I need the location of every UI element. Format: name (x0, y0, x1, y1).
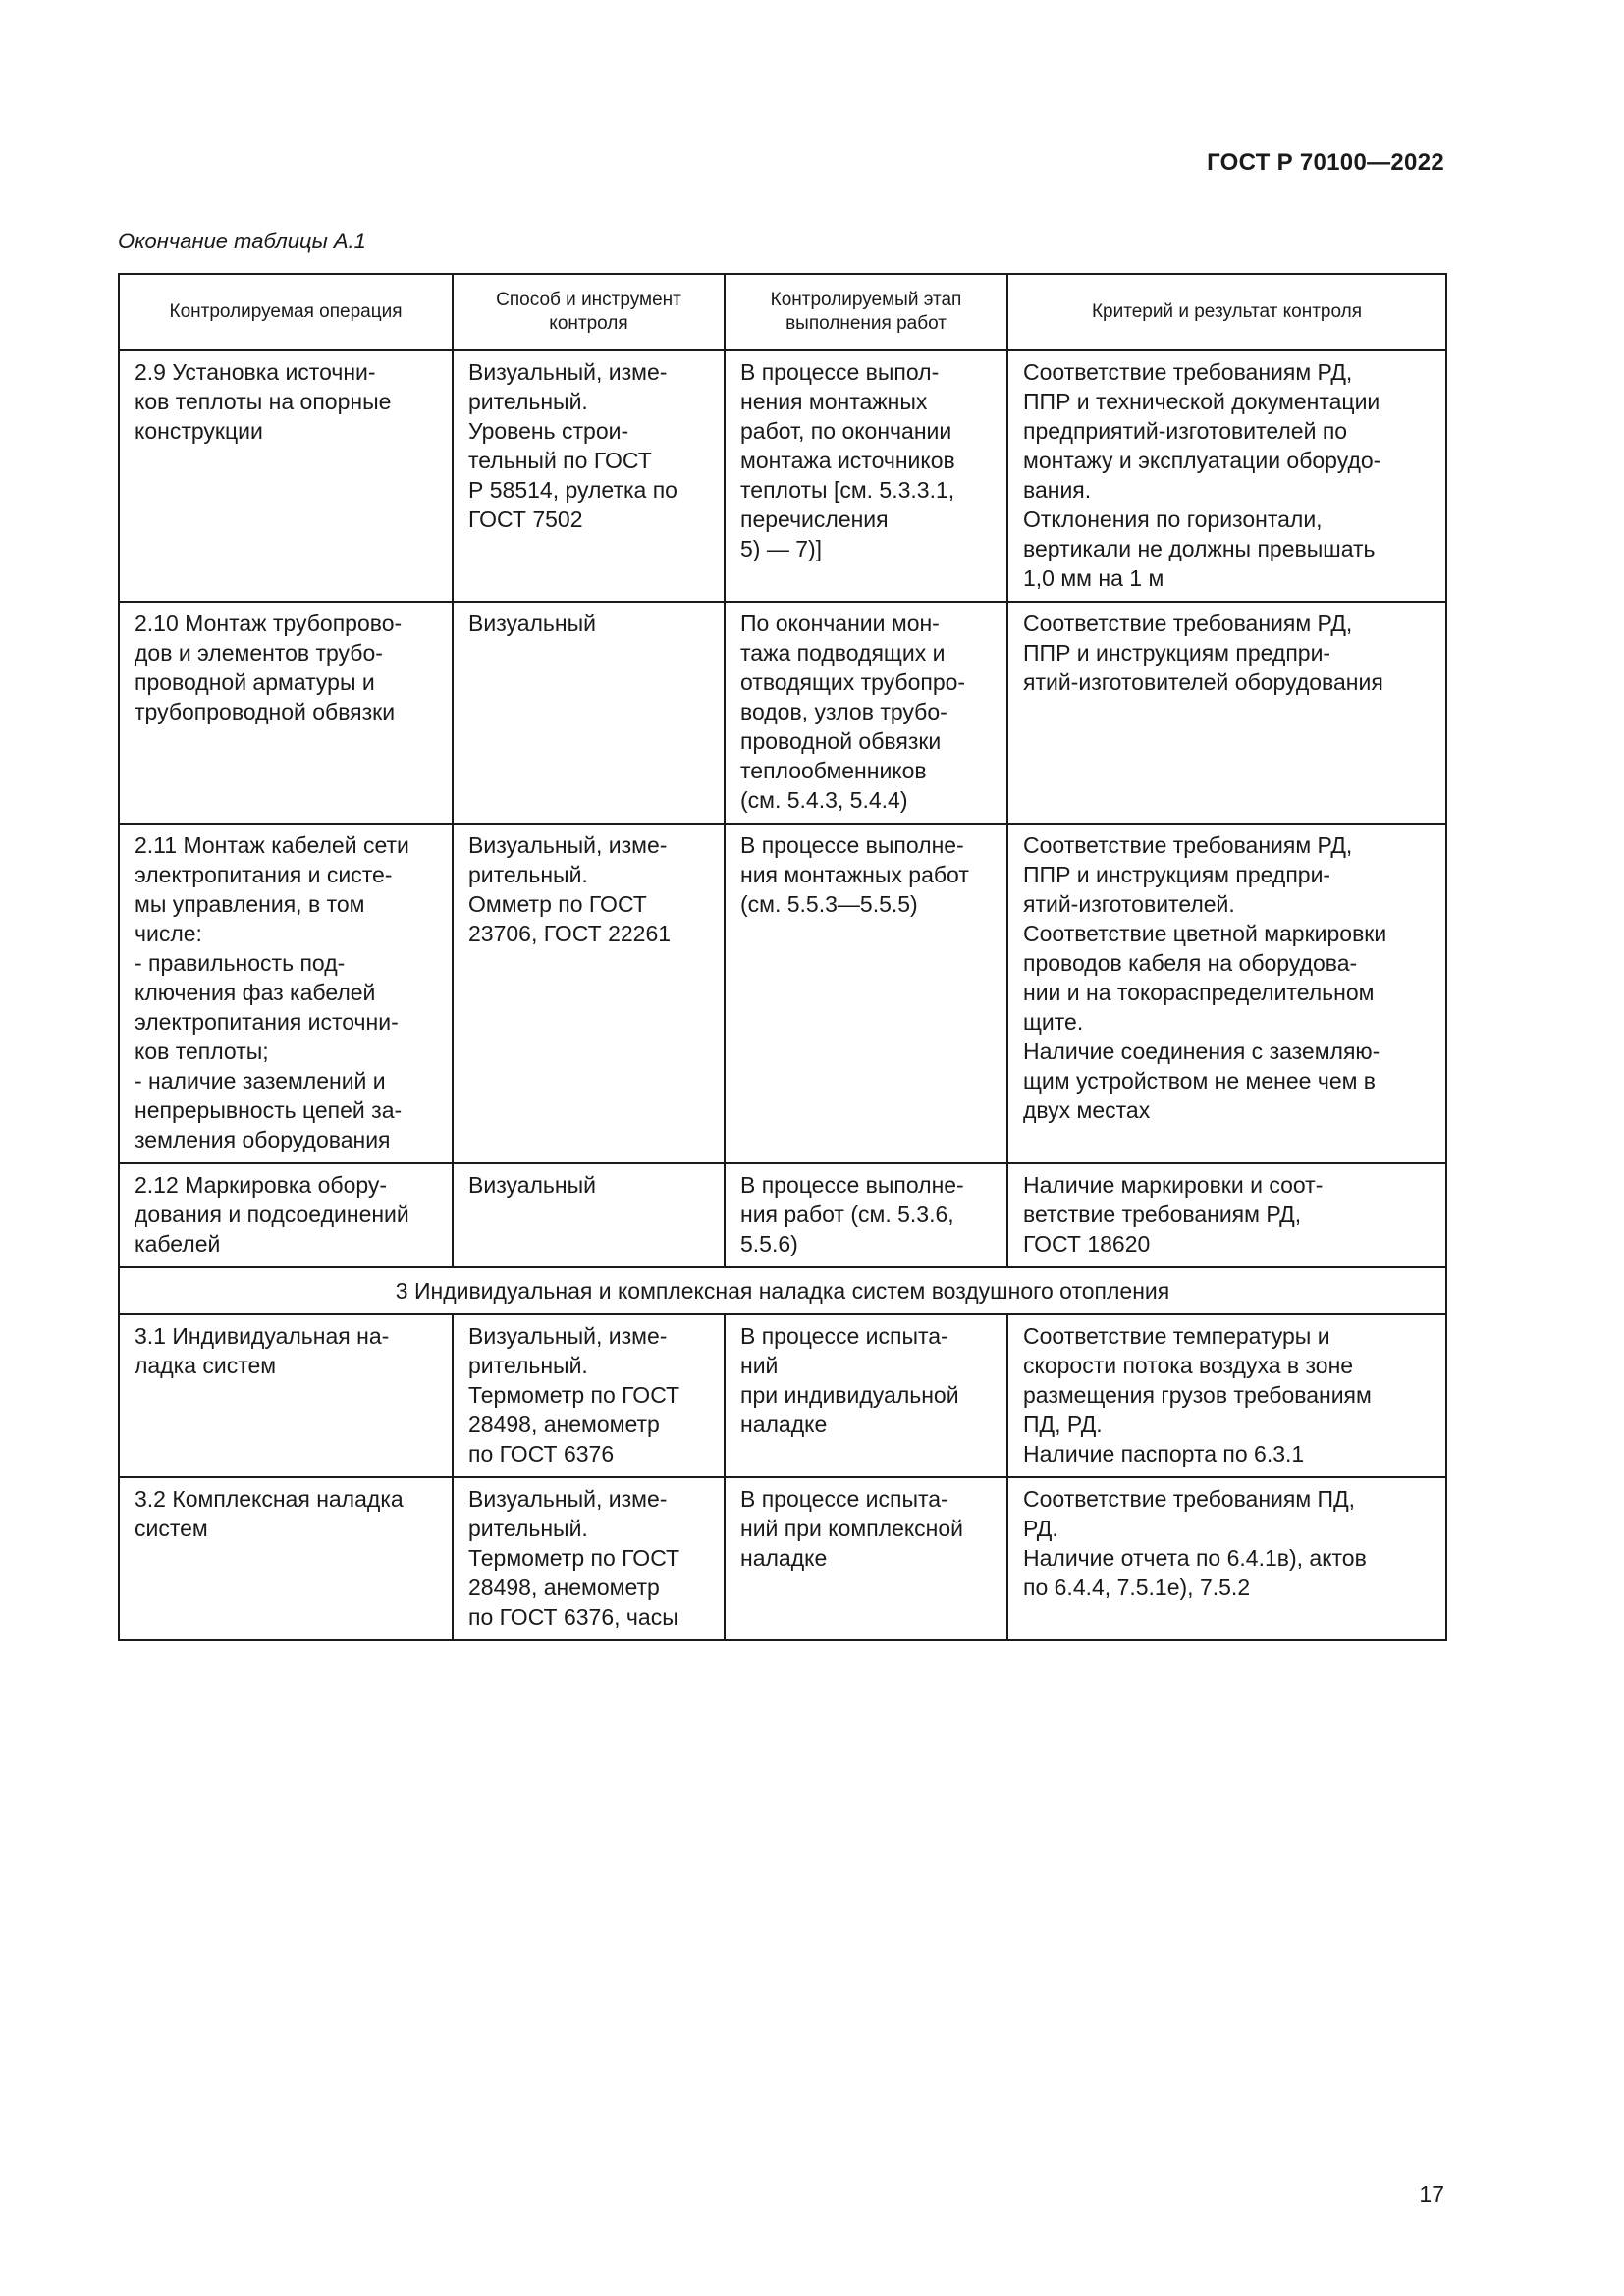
column-header-operation: Контролируемая операция (119, 274, 453, 350)
column-header-method: Способ и инструмент контроля (453, 274, 725, 350)
table-cell: В процессе испыта- ний при индивидуальной наладке (725, 1314, 1007, 1477)
table-cell: 3.2 Комплексная наладка систем (119, 1477, 453, 1640)
table-cell: По окончании мон- тажа подводящих и отводящих трубопро- водов, узлов трубо- проводной обвязки теплообменников (см. 5.4.3, 5.4.4) (725, 602, 1007, 824)
table-cell: Визуальный, изме- рительный. Омметр по ГОСТ 23706, ГОСТ 22261 (453, 824, 725, 1163)
section-title: 3 Индивидуальная и комплексная наладка систем воздушного отопления (119, 1267, 1446, 1314)
table-cell: 2.10 Монтаж трубопрово- дов и элементов трубо- проводной арматуры и трубопроводной обвязки (119, 602, 453, 824)
table-row (119, 350, 1446, 602)
table-cell: Визуальный (453, 602, 725, 824)
table-cell: 2.12 Маркировка обору- дования и подсоединений кабелей (119, 1163, 453, 1267)
table-row (119, 602, 1446, 824)
column-header-criterion: Критерий и результат контроля (1007, 274, 1446, 350)
table-caption: Окончание таблицы А.1 (118, 229, 366, 253)
table-cell: 2.11 Монтаж кабелей сети электропитания и систе- мы управления, в том числе: - правильность под- ключения фаз кабелей электропитания источни- ков теплоты; - наличие заземлений и непрерывность цепей за- земления оборудования (119, 824, 453, 1163)
column-header-stage: Контролируемый этап выполнения работ (725, 274, 1007, 350)
table-row (119, 1477, 1446, 1640)
table-cell: Соответствие требованиям РД, ППР и инструкциям предпри- ятий-изготовителей оборудования (1007, 602, 1446, 824)
table-cell: В процессе выпол- нения монтажных работ, по окончании монтажа источников теплоты [см. 5.3.3.1, перечисления 5) — 7)] (725, 350, 1007, 602)
document-code: ГОСТ Р 70100—2022 (1207, 149, 1444, 176)
table-header-row (119, 274, 1446, 350)
table-cell: Соответствие требованиям РД, ППР и технической документации предприятий-изготовителей по монтажу и эксплуатации оборудо- вания. Отклонения по горизонтали, вертикали не должны превышать 1,0 мм на 1 м (1007, 350, 1446, 602)
table-row (119, 1163, 1446, 1267)
table-cell: Визуальный, изме- рительный. Термометр по ГОСТ 28498, анемометр по ГОСТ 6376, часы (453, 1477, 725, 1640)
table-cell: Наличие маркировки и соот- ветствие требованиям РД, ГОСТ 18620 (1007, 1163, 1446, 1267)
table-cell: Визуальный (453, 1163, 725, 1267)
table-cell: В процессе испыта- ний при комплексной наладке (725, 1477, 1007, 1640)
table-cell: Соответствие температуры и скорости потока воздуха в зоне размещения грузов требованиям ПД, РД. Наличие паспорта по 6.3.1 (1007, 1314, 1446, 1477)
table-cell: В процессе выполне- ния монтажных работ (см. 5.5.3—5.5.5) (725, 824, 1007, 1163)
table-row (119, 1314, 1446, 1477)
table-cell: Соответствие требованиям ПД, РД. Наличие отчета по 6.4.1в), актов по 6.4.4, 7.5.1е), 7.5.2 (1007, 1477, 1446, 1640)
table-cell: Соответствие требованиям РД, ППР и инструкциям предпри- ятий-изготовителей. Соответствие цветной маркировки проводов кабеля на оборудова- нии и на токораспределительном щите. Наличие соединения с заземляю- щим устройством не менее чем в двух местах (1007, 824, 1446, 1163)
control-table (118, 273, 1447, 1641)
table-cell: Визуальный, изме- рительный. Уровень строи- тельный по ГОСТ Р 58514, рулетка по ГОСТ 7502 (453, 350, 725, 602)
table-cell: 2.9 Установка источни- ков теплоты на опорные конструкции (119, 350, 453, 602)
table-cell: В процессе выполне- ния работ (см. 5.3.6, 5.5.6) (725, 1163, 1007, 1267)
table-section-row (119, 1267, 1446, 1314)
table-row (119, 824, 1446, 1163)
table-cell: Визуальный, изме- рительный. Термометр по ГОСТ 28498, анемометр по ГОСТ 6376 (453, 1314, 725, 1477)
table-cell: 3.1 Индивидуальная на- ладка систем (119, 1314, 453, 1477)
page-number: 17 (1419, 2181, 1444, 2207)
